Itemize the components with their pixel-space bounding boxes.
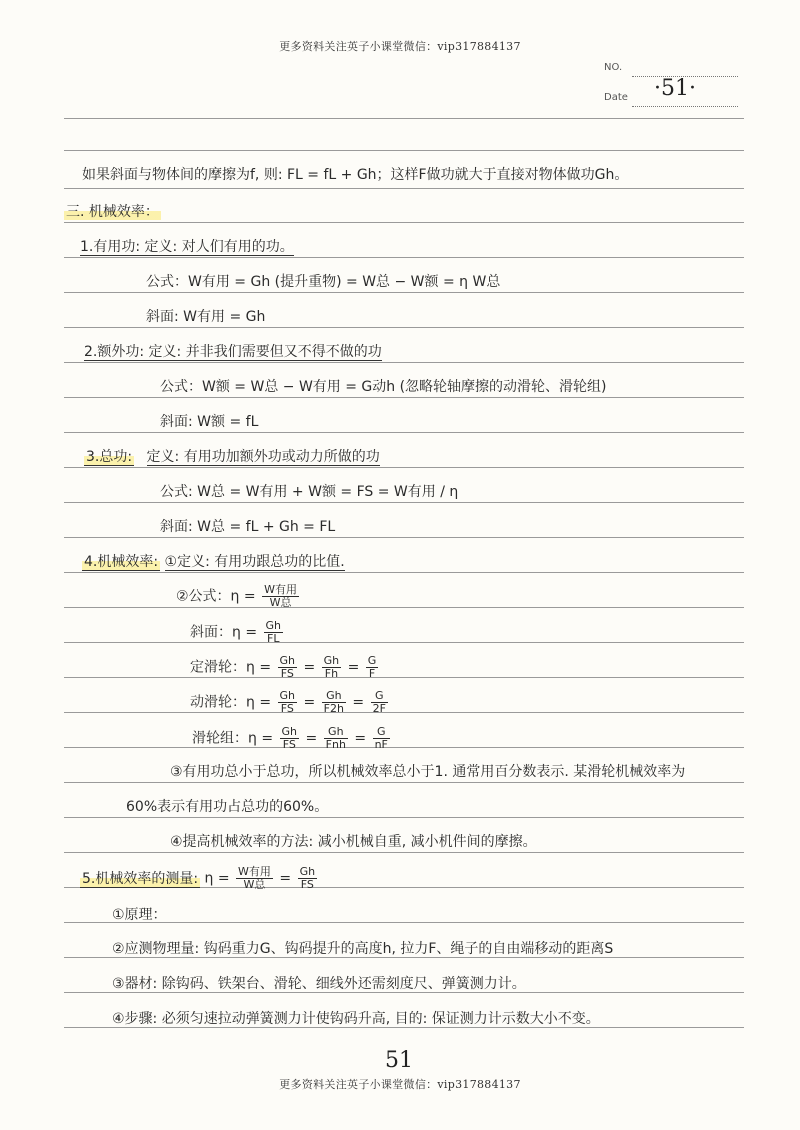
formula-prefix: 斜面：η = [190, 624, 258, 641]
subsection-title: 4.机械效率: [84, 554, 159, 570]
note-text: 定义: 有用功加额外功或动力所做的功 [146, 449, 380, 465]
note-line: ④步骤: 必须匀速拉动弹簧测力计使钩码升高, 目的: 保证测力计示数大小不变。 [112, 1011, 600, 1027]
ruled-line [64, 747, 744, 748]
ruled-line [64, 362, 744, 363]
note-line: ①原理： [112, 907, 167, 923]
formula-prefix: 动滑轮：η = [190, 694, 272, 711]
fraction: $\frac{Gh}{FS}$ [281, 725, 298, 751]
formula-prefix: ②公式：η = [176, 588, 256, 605]
fraction: $\frac{Gh}{\text{Fnh}}$ [325, 725, 346, 751]
note-line: ②应测物理量: 钩码重力G、钩码提升的高度h, 拉力F、绳子的自由端移动的距离S [112, 941, 614, 957]
fraction: $\frac{Gh}{F2h}$ [323, 689, 344, 715]
formula-line: 公式: W总 = W有用 + W额 = FS = W有用 / η [160, 484, 459, 500]
fraction: $\frac{G}{2F}$ [372, 689, 386, 715]
ruled-line [64, 782, 744, 783]
formula-line: 公式：W有用 = Gh (提升重物) = W总 − W额 = η W总 [146, 274, 501, 290]
subsection-title: 3.总功: [86, 449, 133, 465]
formula-prefix: 滑轮组：η = [192, 730, 274, 747]
date-line [632, 106, 738, 107]
ruled-line [64, 607, 744, 608]
no-label: NO. [604, 62, 623, 73]
fraction: $\frac{\text{W有用}}{\text{W总}}$ [264, 583, 297, 609]
handwritten-page-number: 51 [385, 1048, 413, 1073]
date-label: Date [604, 92, 628, 103]
note-line: 如果斜面与物体间的摩擦为f, 则: FL = fL + Gh；这样F做功就大于直接对物体做功Gh。 [82, 167, 629, 183]
fraction: $\frac{Gh}{FS}$ [279, 689, 296, 715]
fraction: $\frac{G}{nF}$ [374, 725, 388, 751]
ruled-line [64, 677, 744, 678]
ruled-line [64, 150, 744, 151]
date-value: ·51· [654, 76, 696, 101]
ruled-line [64, 188, 744, 189]
ruled-line [64, 257, 744, 258]
ruled-line [64, 467, 744, 468]
formula-line: 斜面: W总 = fL + Gh = FL [160, 519, 336, 535]
fraction: $\frac{Gh}{FL}$ [265, 619, 282, 645]
fraction: $\frac{G}{F}$ [367, 654, 377, 680]
note-line [82, 553, 345, 571]
ruled-line [64, 852, 744, 853]
formula-prefix: η = [204, 870, 230, 887]
ruled-line [64, 537, 744, 538]
fraction: $\frac{\text{W有用}}{\text{W总}}$ [238, 865, 271, 891]
formula-line [190, 620, 285, 645]
ruled-line [64, 642, 744, 643]
note-text: ①定义: 有用功跟总功的比值. [164, 554, 345, 570]
ruled-line [64, 572, 744, 573]
note-line: 5.机械效率的测量: η = $\frac{\text{W有用}}{\text{W总}}$ = $\frac{Gh}{FS}$ [82, 865, 316, 891]
top-banner: 更多资料关注英子小课堂微信：vip317884137 [279, 40, 521, 53]
formula-line: 滑轮组：η = $\frac{Gh}{FS}$ = $\frac{Gh}{\text{Fnh}}$ = $\frac{G}{nF}$ [192, 725, 388, 751]
formula-line: 斜面: W额 = fL [160, 414, 259, 430]
section-title: 三. 机械效率： [66, 204, 159, 220]
ruled-line [64, 118, 744, 119]
formula-line: 动滑轮：η = $\frac{Gh}{FS}$ = $\frac{Gh}{F2h}$ = $\frac{G}{2F}$ [190, 689, 386, 715]
ruled-line [64, 397, 744, 398]
note-line [80, 238, 294, 256]
ruled-line [64, 712, 744, 713]
note-line: ③器材: 除钩码、铁架台、滑轮、细线外还需刻度尺、弹簧测力计。 [112, 976, 526, 992]
formula-line: 定滑轮：η = $\frac{Gh}{FS}$ = $\frac{Gh}{Fh}$ = $\frac{G}{F}$ [190, 654, 377, 680]
note-line: 60%表示有用功占总功的60%。 [126, 799, 329, 815]
note-line: ④提高机械效率的方法: 减小机械自重, 减小机件间的摩擦。 [170, 834, 537, 850]
formula-line: 公式：W额 = W总 − W有用 = G动h (忽略轮轴摩擦的动滑轮、滑轮组) [160, 379, 607, 395]
subsection-title: 5.机械效率的测量: [82, 870, 199, 887]
fraction: $\frac{Gh}{Fh}$ [323, 654, 340, 680]
ruled-line [64, 502, 744, 503]
note-line [84, 343, 382, 361]
note-line [84, 448, 380, 466]
note-line: ③有用功总小于总功，所以机械效率总小于1. 通常用百分数表示. 某滑轮机械效率为 [170, 764, 686, 780]
ruled-line [64, 432, 744, 433]
note-text: 1.有用功: 定义: 对人们有用的功。 [80, 239, 294, 255]
fraction: $\frac{Gh}{FS}$ [279, 654, 296, 680]
ruled-line [64, 292, 744, 293]
fraction: $\frac{Gh}{FS}$ [299, 865, 316, 891]
note-text: 2.额外功: 定义: 并非我们需要但又不得不做的功 [84, 344, 382, 360]
ruled-line [64, 222, 744, 223]
formula-line: 斜面: W有用 = Gh [146, 309, 266, 325]
ruled-line [64, 327, 744, 328]
formula-prefix: 定滑轮：η = [190, 659, 272, 676]
bottom-banner: 更多资料关注英子小课堂微信：vip317884137 [279, 1078, 521, 1091]
section-heading [64, 203, 161, 221]
formula-line [176, 584, 301, 609]
ruled-line [64, 817, 744, 818]
